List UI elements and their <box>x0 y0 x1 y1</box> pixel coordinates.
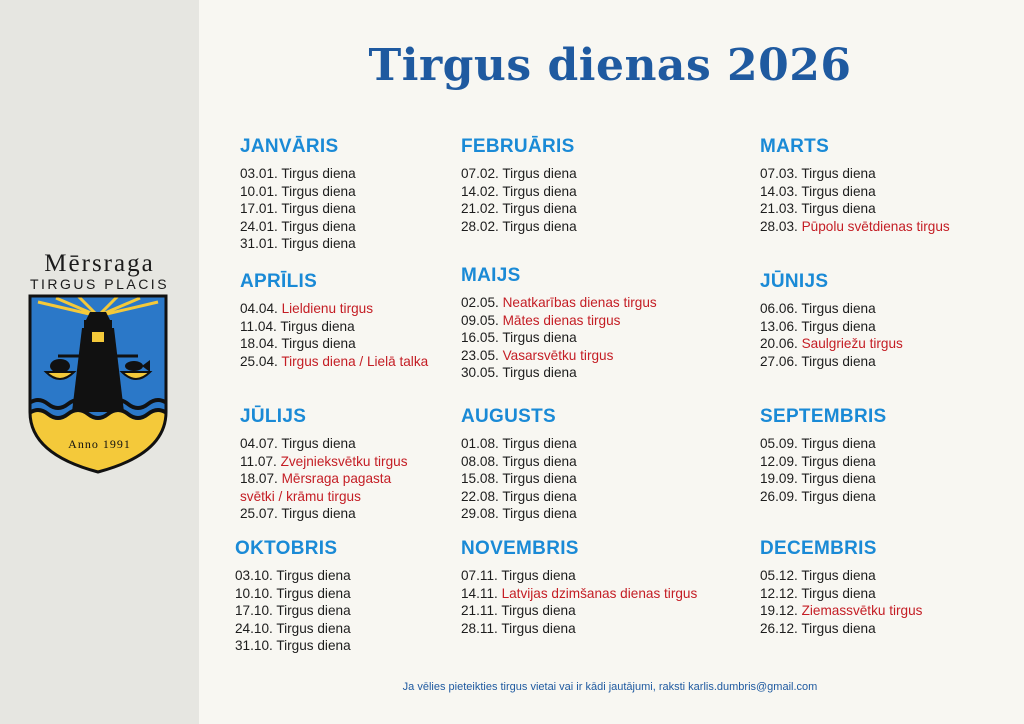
entry-label: Tirgus diena <box>801 488 876 504</box>
entry-date: 18.04. <box>240 336 282 351</box>
entry-date: 16.05. <box>461 330 503 345</box>
market-day-entry <box>461 585 697 603</box>
month-9 <box>760 406 887 505</box>
market-day-entry <box>760 300 903 318</box>
market-day-entry <box>461 470 577 488</box>
market-day-entry <box>240 165 356 183</box>
market-day-entry <box>461 435 577 453</box>
market-day-entry <box>240 200 356 218</box>
entry-date: 11.07. <box>240 453 281 469</box>
entry-label: Tirgus diena <box>502 488 577 504</box>
market-day-entry <box>235 567 351 585</box>
entry-date: 07.02. <box>461 166 503 181</box>
special-event-label: Pūpolu svētdienas tirgus <box>801 218 950 234</box>
month-name: NOVEMBRIS <box>461 538 579 559</box>
market-day-entry <box>240 470 416 505</box>
entry-date: 04.07. <box>240 436 282 451</box>
entry-date: 13.06. <box>760 318 802 334</box>
market-day-entry <box>461 200 577 218</box>
month-8 <box>461 406 577 523</box>
special-event-label: Mērsraga pagasta svētki / krāmu tirgus <box>240 471 392 504</box>
market-day-entry <box>461 453 577 471</box>
market-day-list <box>760 300 903 370</box>
entry-date: 26.09. <box>760 488 802 504</box>
entry-label: Tirgus diena <box>801 453 876 469</box>
market-day-entry <box>760 335 903 353</box>
entry-date: 28.03. <box>760 218 802 234</box>
entry-date: 30.05. <box>461 365 503 380</box>
market-day-entry <box>461 347 657 365</box>
entry-date: 26.12. <box>760 620 802 636</box>
entry-date: 03.01. <box>240 166 282 181</box>
entry-label: Tirgus diena <box>801 318 876 334</box>
market-day-entry <box>760 183 950 201</box>
market-day-entry <box>240 453 416 471</box>
market-day-entry <box>760 165 950 183</box>
market-day-entry <box>461 505 577 523</box>
entry-date: 24.01. <box>240 218 282 234</box>
logo-name: Mērsraga <box>44 250 155 277</box>
entry-date: 25.04. <box>240 353 282 369</box>
market-day-entry <box>461 183 577 201</box>
market-day-entry <box>760 453 887 471</box>
entry-date: 21.02. <box>461 201 503 216</box>
month-name: SEPTEMBRIS <box>760 406 887 427</box>
entry-label: Tirgus diena <box>502 218 577 234</box>
entry-label: Tirgus diena <box>501 603 576 618</box>
entry-label: Tirgus diena <box>502 330 577 345</box>
market-day-entry <box>760 218 950 236</box>
entry-label: Tirgus diena <box>801 436 876 451</box>
month-7 <box>240 406 416 523</box>
market-day-entry <box>760 200 950 218</box>
market-day-entry <box>760 602 922 620</box>
market-day-list <box>461 294 657 382</box>
entry-date: 19.09. <box>760 471 802 486</box>
market-day-entry <box>240 505 416 523</box>
entry-label: Tirgus diena <box>281 166 356 181</box>
entry-date: 31.01. <box>240 236 282 251</box>
market-day-list <box>240 300 428 370</box>
entry-date: 10.10. <box>235 585 277 601</box>
month-2 <box>461 136 577 235</box>
entry-date: 22.08. <box>461 488 503 504</box>
month-3 <box>760 136 950 235</box>
market-day-list <box>760 567 922 637</box>
entry-date: 21.03. <box>760 201 802 216</box>
market-day-entry <box>240 218 356 236</box>
entry-label: Tirgus diena <box>801 166 876 181</box>
entry-date: 01.08. <box>461 436 503 451</box>
entry-date: 25.07. <box>240 506 282 521</box>
month-10 <box>235 538 351 655</box>
entry-label: Tirgus diena <box>801 201 876 216</box>
market-day-entry <box>461 312 657 330</box>
entry-date: 02.05. <box>461 295 503 310</box>
entry-label: Tirgus diena <box>502 201 577 216</box>
entry-date: 06.06. <box>760 301 802 316</box>
entry-date: 04.04. <box>240 301 282 316</box>
market-day-entry <box>240 335 428 353</box>
market-day-entry <box>235 585 351 603</box>
month-name: MAIJS <box>461 265 521 286</box>
special-event-label: Latvijas dzimšanas dienas tirgus <box>501 585 698 601</box>
sidebar <box>0 0 199 724</box>
month-6 <box>760 271 903 370</box>
month-name: MARTS <box>760 136 830 157</box>
entry-date: 03.10. <box>235 568 277 583</box>
entry-label: Tirgus diena <box>276 620 351 636</box>
entry-label: Tirgus diena <box>502 166 577 181</box>
entry-date: 27.06. <box>760 353 802 369</box>
market-day-entry <box>760 353 903 371</box>
entry-label: Tirgus diena <box>281 336 356 351</box>
entry-date: 31.10. <box>235 638 277 653</box>
special-event-label: Neatkarības dienas tirgus <box>502 295 657 310</box>
month-name: JŪLIJS <box>240 406 307 427</box>
market-day-entry <box>760 567 922 585</box>
market-day-list <box>235 567 351 655</box>
month-name: APRĪLIS <box>240 271 318 292</box>
entry-date: 29.08. <box>461 506 503 521</box>
month-name: FEBRUĀRIS <box>461 136 575 157</box>
special-event-label: Saulgriežu tirgus <box>801 336 903 351</box>
market-day-entry <box>760 318 903 336</box>
market-day-list <box>461 567 697 637</box>
entry-label: Tirgus diena <box>801 568 876 583</box>
market-day-list <box>240 165 356 253</box>
market-day-entry <box>461 488 577 506</box>
entry-label: Tirgus diena <box>502 183 577 199</box>
entry-label: Tirgus diena <box>276 638 351 653</box>
entry-date: 12.09. <box>760 453 802 469</box>
contact-footer: Ja vēlies pieteikties tirgus vietai vai ir kādi jautājumi, raksti karlis.dumbris@gmail.com <box>402 681 818 693</box>
entry-label: Tirgus diena <box>280 318 355 334</box>
entry-date: 14.02. <box>461 183 503 199</box>
entry-date: 19.12. <box>760 603 802 618</box>
market-day-entry <box>240 435 416 453</box>
entry-date: 11.04. <box>240 318 281 334</box>
entry-date: 10.01. <box>240 183 282 199</box>
entry-date: 28.11. <box>461 620 502 636</box>
entry-date: 05.09. <box>760 436 802 451</box>
market-day-list <box>461 165 577 235</box>
entry-date: 07.03. <box>760 166 802 181</box>
market-day-entry <box>760 620 922 638</box>
entry-label: Tirgus diena <box>276 568 351 583</box>
month-5 <box>461 265 657 382</box>
month-name: OKTOBRIS <box>235 538 338 559</box>
month-1 <box>240 136 356 253</box>
entry-date: 14.03. <box>760 183 802 199</box>
entry-date: 18.07. <box>240 471 282 486</box>
special-event-label: Mātes dienas tirgus <box>502 312 621 328</box>
entry-label: Tirgus diena <box>502 471 577 486</box>
entry-label: Tirgus diena <box>502 453 577 469</box>
entry-label: Tirgus diena <box>276 603 351 618</box>
entry-date: 09.05. <box>461 312 503 328</box>
entry-date: 07.11. <box>461 568 502 583</box>
entry-label: Tirgus diena <box>281 436 356 451</box>
entry-label: Tirgus diena <box>281 201 356 216</box>
entry-label: Tirgus diena <box>801 585 876 601</box>
entry-label: Tirgus diena <box>801 471 876 486</box>
market-day-entry <box>461 567 697 585</box>
market-day-entry <box>240 235 356 253</box>
market-day-entry <box>461 218 577 236</box>
market-day-entry <box>240 318 428 336</box>
market-day-entry <box>235 602 351 620</box>
market-day-entry <box>760 488 887 506</box>
market-day-entry <box>235 637 351 655</box>
logo-subtitle: TIRGUS PLACIS <box>29 276 170 292</box>
market-day-entry <box>240 183 356 201</box>
entry-label: Tirgus diena <box>276 585 351 601</box>
month-12 <box>760 538 922 637</box>
entry-date: 12.12. <box>760 585 802 601</box>
entry-date: 05.12. <box>760 568 802 583</box>
entry-date: 17.10. <box>235 603 277 618</box>
anno-label: Anno 1991 <box>68 437 131 451</box>
entry-label: Tirgus diena <box>801 353 876 369</box>
market-day-list <box>240 435 416 523</box>
entry-label: Tirgus diena <box>502 436 577 451</box>
special-event-label: Tirgus diena / Lielā talka <box>281 353 429 369</box>
market-day-entry <box>760 585 922 603</box>
entry-date: 24.10. <box>235 620 277 636</box>
entry-label: Tirgus diena <box>801 301 876 316</box>
market-day-entry <box>461 294 657 312</box>
entry-label: Tirgus diena <box>281 506 356 521</box>
entry-date: 20.06. <box>760 336 802 351</box>
page-title: Tirgus dienas 2026 <box>368 40 852 91</box>
entry-label: Tirgus diena <box>502 506 577 521</box>
entry-date: 21.11. <box>461 603 502 618</box>
entry-date: 08.08. <box>461 453 503 469</box>
entry-label: Tirgus diena <box>281 236 356 251</box>
entry-label: Tirgus diena <box>281 183 356 199</box>
market-day-list <box>760 435 887 505</box>
entry-date: 17.01. <box>240 201 282 216</box>
special-event-label: Vasarsvētku tirgus <box>502 347 614 363</box>
market-day-entry <box>240 353 428 371</box>
month-name: AUGUSTS <box>461 406 556 427</box>
market-day-entry <box>461 165 577 183</box>
entry-label: Tirgus diena <box>501 568 576 583</box>
special-event-label: Lieldienu tirgus <box>281 301 374 316</box>
entry-label: Tirgus diena <box>801 620 876 636</box>
special-event-label: Ziemassvētku tirgus <box>801 603 923 618</box>
market-day-entry <box>760 470 887 488</box>
entry-date: 28.02. <box>461 218 503 234</box>
market-day-entry <box>461 364 657 382</box>
market-day-entry <box>240 300 428 318</box>
market-day-entry <box>461 602 697 620</box>
entry-label: Tirgus diena <box>502 365 577 380</box>
market-day-list <box>760 165 950 235</box>
market-day-entry <box>760 435 887 453</box>
market-day-list <box>461 435 577 523</box>
month-name: JANVĀRIS <box>240 136 339 157</box>
month-11 <box>461 538 697 637</box>
market-day-entry <box>461 620 697 638</box>
month-name: DECEMBRIS <box>760 538 877 559</box>
entry-date: 15.08. <box>461 471 503 486</box>
entry-label: Tirgus diena <box>801 183 876 199</box>
entry-label: Tirgus diena <box>281 218 356 234</box>
market-day-entry <box>461 329 657 347</box>
market-day-entry <box>235 620 351 638</box>
special-event-label: Zvejnieksvētku tirgus <box>280 453 408 469</box>
month-name: JŪNIJS <box>760 271 829 292</box>
entry-date: 14.11. <box>461 585 502 601</box>
entry-label: Tirgus diena <box>501 620 576 636</box>
entry-date: 23.05. <box>461 347 503 363</box>
month-4 <box>240 271 428 370</box>
